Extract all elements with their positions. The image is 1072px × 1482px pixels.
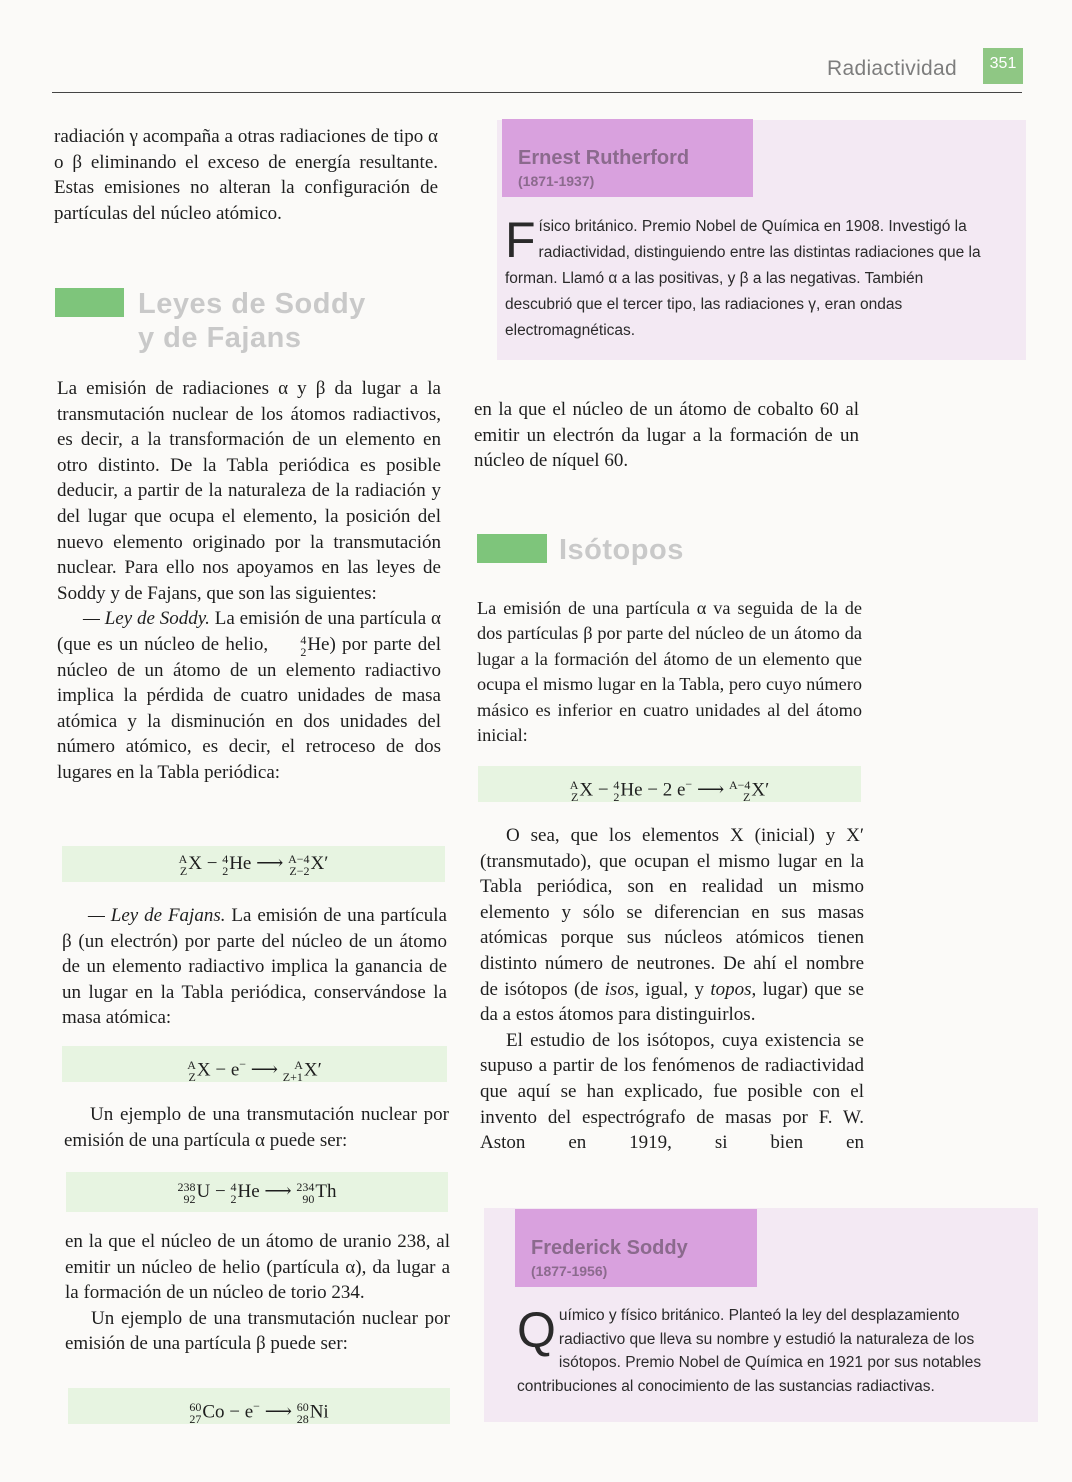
fajans-text: La emisión de una partícula β (un electrón) por parte del núcleo de un átomo de un elemento radiactivo implica la ganancia de un lugar en la Tabla periódica, conservándose la masa atómica: — [62, 905, 447, 1029]
isotopos-block — [477, 596, 862, 748]
dropcap-q: Q — [517, 1302, 556, 1358]
soddy-law-paragraph — [57, 606, 441, 785]
section-marker-isotopos — [477, 534, 547, 563]
osea-text-b: , igual, y — [634, 978, 711, 1000]
section-heading-soddy-fajans — [138, 287, 366, 355]
cobalto-paragraph: en la que el núcleo de un átomo de cobalto 60 al emitir un electrón da lugar a la formación de un núcleo de níquel 60. — [474, 399, 859, 472]
dropcap-f: F — [505, 212, 536, 268]
page-number: 351 — [983, 48, 1023, 84]
intro-text: radiación γ acompaña a otras radiaciones de tipo α o β eliminando el exceso de energía resultante. Estas emisiones no alteran la configuración de partículas del núcleo atómico. — [54, 126, 438, 224]
bio-body-soddy: uímico y físico británico. Planteó la ley del desplazamiento radiactivo que lleva su nombre y estudió la naturaleza de los isótopos. Premio Nobel de Química en 1921 por sus notables contribuciones al conocimiento de las sustancias radiactivas. — [517, 1307, 982, 1395]
left-body — [57, 376, 441, 786]
soddy-law-label: — Ley de Soddy. — [83, 608, 210, 630]
ejemplo-beta-paragraph: Un ejemplo de una transmutación nuclear por emisión de una partícula β puede ser: — [65, 1307, 450, 1355]
ejemplo-alfa-paragraph: Un ejemplo de una transmutación nuclear por emisión de una partícula α puede ser: — [64, 1104, 449, 1151]
formula-uranio: 238 92 U − 4 2 He ⟶ 234 90 Th — [66, 1172, 448, 1212]
he-prescript: 4 2 — [300, 632, 307, 659]
ejemplo-alfa-block — [64, 1102, 449, 1153]
he-symbol: He — [307, 633, 330, 655]
osea-paragraph — [480, 823, 864, 1028]
formula-soddy: A Z X − 4 2 He ⟶ A−4 Z−2 X′ — [62, 846, 445, 882]
osea-text-c: , lugar) que se da a estos átomos para distinguirlos. — [480, 978, 864, 1026]
bio-name-soddy: Frederick Soddy — [531, 1237, 688, 1259]
running-header: Radiactividad — [827, 57, 957, 80]
uranio-paragraph: en la que el núcleo de un átomo de uranio 238, al emitir un núcleo de helio (partícula α), da lugar a la formación de un núcleo de torio 234. — [65, 1231, 450, 1304]
bio-text-rutherford — [505, 214, 983, 344]
formula-fajans: A Z X − e− ⟶ A Z+1 X′ — [62, 1046, 447, 1082]
bio-text-soddy — [517, 1304, 1007, 1398]
bio-body-rutherford: ísico británico. Premio Nobel de Química en 1908. Investigó la radiactividad, distinguiendo entre las distintas radiaciones que la forman. Llamó α a las positivas, y β a las negativas. También descubrió que el tercer tipo, las radiaciones γ, eran ondas electromagnéticas. — [505, 218, 981, 339]
osea-block — [480, 823, 864, 1156]
uranio-block — [65, 1229, 450, 1357]
emision-paragraph: La emisión de radiaciones α y β da lugar a la transmutación nuclear de los átomos radiactivos, es decir, a la transformación de un elemento en otro distinto. De la Tabla periódica es posible deducir, a partir de la naturaleza de la radiación y del lugar que ocupa el elemento, la posición del nuevo elemento originado por la transmutación nuclear. Para ello nos apoyamos en las leyes de Soddy y de Fajans, que son las siguientes: — [57, 378, 441, 604]
heading-line-1: Leyes de Soddy — [138, 288, 366, 320]
bio-years-soddy: (1877-1956) — [531, 1263, 608, 1279]
fajans-law-label: — Ley de Fajans. — [88, 905, 226, 926]
heading-line-2: y de Fajans — [138, 322, 302, 354]
formula-cobalto: 60 27 Co − e− ⟶ 60 28 Ni — [68, 1388, 450, 1424]
header-rule — [52, 92, 1022, 93]
term-topos: topos — [710, 978, 752, 1000]
bio-years-rutherford: (1871-1937) — [518, 173, 595, 189]
bio-name-rutherford: Ernest Rutherford — [518, 147, 690, 169]
osea-text-a: O sea, que los elementos X (inicial) y X′ (transmutado), que ocupan el mismo lugar en la Tabla periódica, son en realidad un mismo elemento y sólo se diferencian en sus masas atómicas porque sus núcleos atómicos tienen distinto número de neutrones. De ahí el nombre de isótopos (de — [480, 825, 864, 1000]
cobalto-block — [474, 397, 859, 474]
formula-isotopos: A Z X − 4 2 He − 2 e− ⟶ A−4 Z X′ — [478, 766, 861, 802]
fajans-law-paragraph — [62, 903, 447, 1031]
estudio-paragraph: El estudio de los isótopos, cuya existencia se supuso a partir de los fenómenos de radiactividad que aquí se han explicado, fue posible con el invento del espectrógrafo de masas por F. W. Aston en 1919, si bien en — [480, 1029, 864, 1154]
section-heading-isotopos: Isótopos — [559, 534, 684, 566]
soddy-text-b: ) por parte del núcleo de un átomo de un elemento radiactivo implica la pérdida de cuatro unidades de masa atómica y la disminución en dos unidades del número atómico, es decir, el retroceso de dos lugares en la Tabla periódica: — [57, 633, 442, 783]
soddy-text-a: La emisión de una partícula α (que es un núcleo de helio, — [57, 608, 441, 655]
bio-header-soddy — [515, 1209, 757, 1287]
isotopos-paragraph: La emisión de una partícula α va seguida de la de dos partículas β por parte del núcleo de un átomo da lugar a la formación del átomo de un elemento que ocupa el mismo lugar en la Tabla, pero cuyo número másico es inferior en cuatro unidades al del átomo inicial: — [477, 598, 862, 746]
bio-header-rutherford — [502, 119, 753, 197]
section-marker-soddy — [55, 288, 124, 317]
intro-paragraph — [54, 124, 438, 226]
term-isos: isos — [604, 978, 635, 1000]
fajans-block — [62, 903, 447, 1031]
